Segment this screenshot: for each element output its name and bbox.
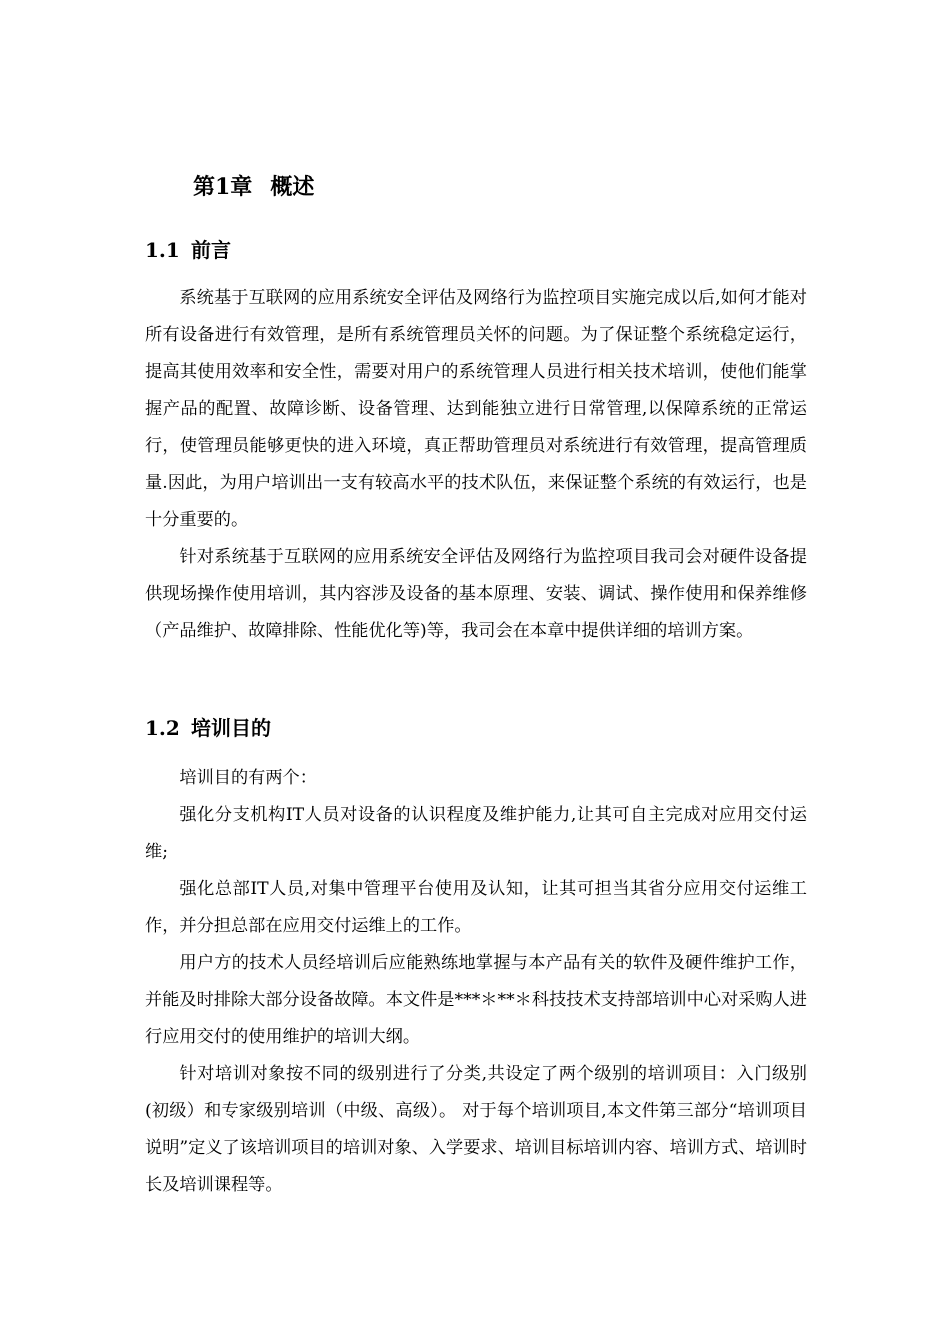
chapter-number: 第1章: [193, 174, 253, 200]
paragraph: 针对系统基于互联网的应用系统安全评估及网络行为监控项目我司会对硬件设备提供现场操作使用培训，其内容涉及设备的基本原理、安装、调试、操作使用和保养维修（产品维护、故障排除、性能优化等)等，我司会在本章中提供详细的培训方案。: [145, 547, 807, 641]
section-heading-1-2: [145, 712, 271, 741]
paragraph: 系统基于互联网的应用系统安全评估及网络行为监控项目实施完成以后,如何才能对所有设备进行有效管理，是所有系统管理员关怀的问题。为了保证整个系统稳定运行，提高其使用效率和安全性，需要对用户的系统管理人员进行相关技术培训，使他们能掌握产品的配置、故障诊断、设备管理、达到能独立进行日常管理,以保障系统的正常运行，使管理员能够更快的进入环境，真正帮助管理员对系统进行有效管理，提高管理质量.因此，为用户培训出一支有较高水平的技术队伍，来保证整个系统的有效运行，也是十分重要的。: [145, 288, 807, 530]
chapter-title: 概述: [270, 174, 315, 200]
paragraph: 培训目的有两个：: [179, 768, 317, 788]
chapter-heading: [193, 170, 314, 201]
section-title: 培训目的: [191, 716, 271, 740]
paragraph: 强化分支机构IT人员对设备的认识程度及维护能力,让其可自主完成对应用交付运维;: [145, 805, 807, 862]
section-number: 1.2: [145, 716, 180, 740]
section-number: 1.1: [145, 238, 180, 262]
paragraph: 用户方的技术人员经培训后应能熟练地掌握与本产品有关的软件及硬件维护工作，并能及时排除大部分设备故障。本文件是***＊**＊科技技术支持部培训中心对采购人进行应用交付的使用维护的培训大纲。: [145, 953, 807, 1047]
paragraph: 强化总部IT人员,对集中管理平台使用及认知，让其可担当其省分应用交付运维工作，并分担总部在应用交付运维上的工作。: [145, 879, 807, 936]
section-title: 前言: [191, 238, 231, 262]
section-heading-1-1: [145, 234, 231, 263]
section-1-2-body: [145, 760, 807, 1204]
paragraph: 针对培训对象按不同的级别进行了分类,共设定了两个级别的培训项目：入门级别(初级）和专家级别培训（中级、高级）。 对于每个培训项目,本文件第三部分“培训项目说明”定义了该培训项目的培训对象、入学要求、培训目标培训内容、培训方式、培训时长及培训课程等。: [145, 1064, 807, 1195]
section-1-1-body: [145, 280, 807, 650]
